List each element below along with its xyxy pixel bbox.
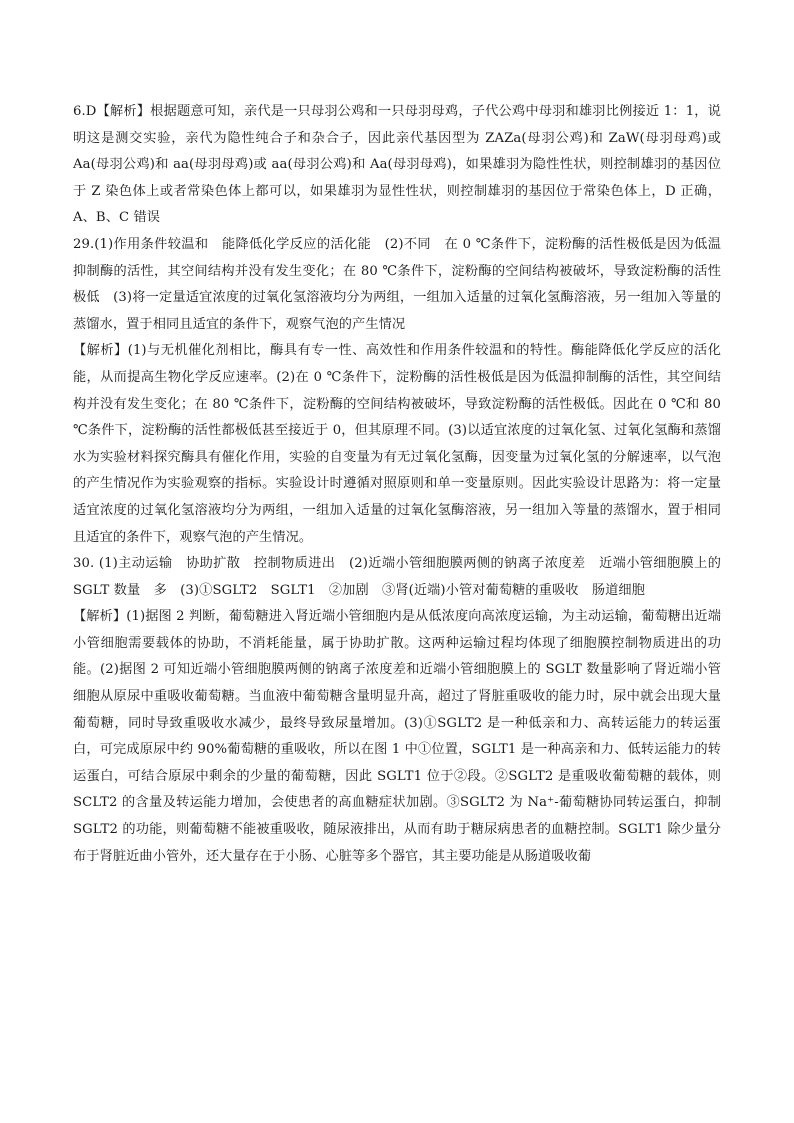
answer-q6: 6.D【解析】根据题意可知，亲代是一只母羽公鸡和一只母羽母鸡，子代公鸡中母羽和雄羽比例接近 1：1，说明这是测交实验，亲代为隐性纯合子和杂合子，因此亲代基因型为 ZAZa(母羽公鸡)和 ZaW(母羽母鸡)或 Aa(母羽公鸡)和 aa(母羽母鸡)或 aa(母羽公鸡)和 Aa(母羽母鸡)，如果雄羽为隐性性状，则控制雄羽的基因位于 Z 染色体上或者常染色体上都可以，如果雄羽为显性性状，则控制雄羽的基因位于常染色体上，D 正确，A、B、C 错误 <box>73 104 721 226</box>
analysis-q30: 【解析】(1)据图 2 判断，葡萄糖进入肾近端小管细胞内是从低浓度向高浓度运输，为主动运输，葡萄糖出近端小管细胞需要载体的协助，不消耗能量，属于协助扩散。这两种运输过程均体现了细胞膜控制物质进出的功能。(2)据图 2 可知近端小管细胞膜两侧的钠离子浓度差和近端小管细胞膜上的 SGLT 数量影响了肾近端小管细胞从原尿中重吸收葡萄糖。当血液中葡萄糖含量明显升高，超过了肾脏重吸收的能力时，尿中就会出现大量葡萄糖，同时导致重吸收水减少，最终导致尿量增加。(3)①SGLT2 是一种低亲和力、高转运能力的转运蛋白，可完成原尿中约 90%葡萄糖的重吸收，所以在图 1 中①位置，SGLT1 是一种高亲和力、低转运能力的转运蛋白，可结合原尿中剩余的少量的葡萄糖，因此 SGLT1 位于②段。②SGLT2 是重吸收葡萄糖的载体，则 SCLT2 的含量及转运能力增加，会使患者的高血糖症状加剧。③SGLT2 为 Na⁺-葡萄糖协同转运蛋白，抑制 SGLT2 的功能，则葡萄糖不能被重吸收，随尿液排出，从而有助于糖尿病患者的血糖控制。SGLT1 除少量分布于肾脏近曲小管外，还大量存在于小肠、心脏等多个器官，其主要功能是从肠道吸收葡 <box>73 609 721 864</box>
answer-q30: 30. (1)主动运输 协助扩散 控制物质进出 (2)近端小管细胞膜两侧的钠离子浓度差 近端小管细胞膜上的 SGLT 数量 多 (3)①SGLT2 SGLT1 ②加剧 ③肾(近端)小管对葡萄糖的重吸收 肠道细胞 <box>73 556 721 598</box>
answer-content <box>73 99 721 870</box>
answer-q29: 29.(1)作用条件较温和 能降低化学反应的活化能 (2)不同 在 0 ℃条件下，淀粉酶的活性极低是因为低温抑制酶的活性，其空间结构并没有发生变化；在 80 ℃条件下，淀粉酶的空间结构被破坏，导致淀粉酶的活性极低 (3)将一定量适宜浓度的过氧化氢溶液均分为两组，一组加入适量的过氧化氢酶溶液，另一组加入等量的蒸馏水，置于相同且适宜的条件下，观察气泡的产生情况 <box>73 236 721 332</box>
analysis-q29: 【解析】(1)与无机催化剂相比，酶具有专一性、高效性和作用条件较温和的特性。酶能降低化学反应的活化能，从而提高生物化学反应速率。(2)在 0 ℃条件下，淀粉酶的活性极低是因为低温抑制酶的活性，其空间结构并没有发生变化；在 80 ℃条件下，淀粉酶的空间结构被破坏，导致淀粉酶的活性极低。因此在 0 ℃和 80 ℃条件下，淀粉酶的活性都极低甚至接近于 0，但其原理不同。(3)以适宜浓度的过氧化氢、过氧化氢酶和蒸馏水为实验材料探究酶具有催化作用，实验的自变量为有无过氧化氢酶，因变量为过氧化氢的分解速率，以气泡的产生情况作为实验观察的指标。实验设计时遵循对照原则和单一变量原则。因此实验设计思路为：将一定量适宜浓度的过氧化氢溶液均分为两组，一组加入适量的过氧化氢酶溶液，另一组加入等量的蒸馏水，置于相同且适宜的条件下，观察气泡的产生情况。 <box>73 343 721 545</box>
